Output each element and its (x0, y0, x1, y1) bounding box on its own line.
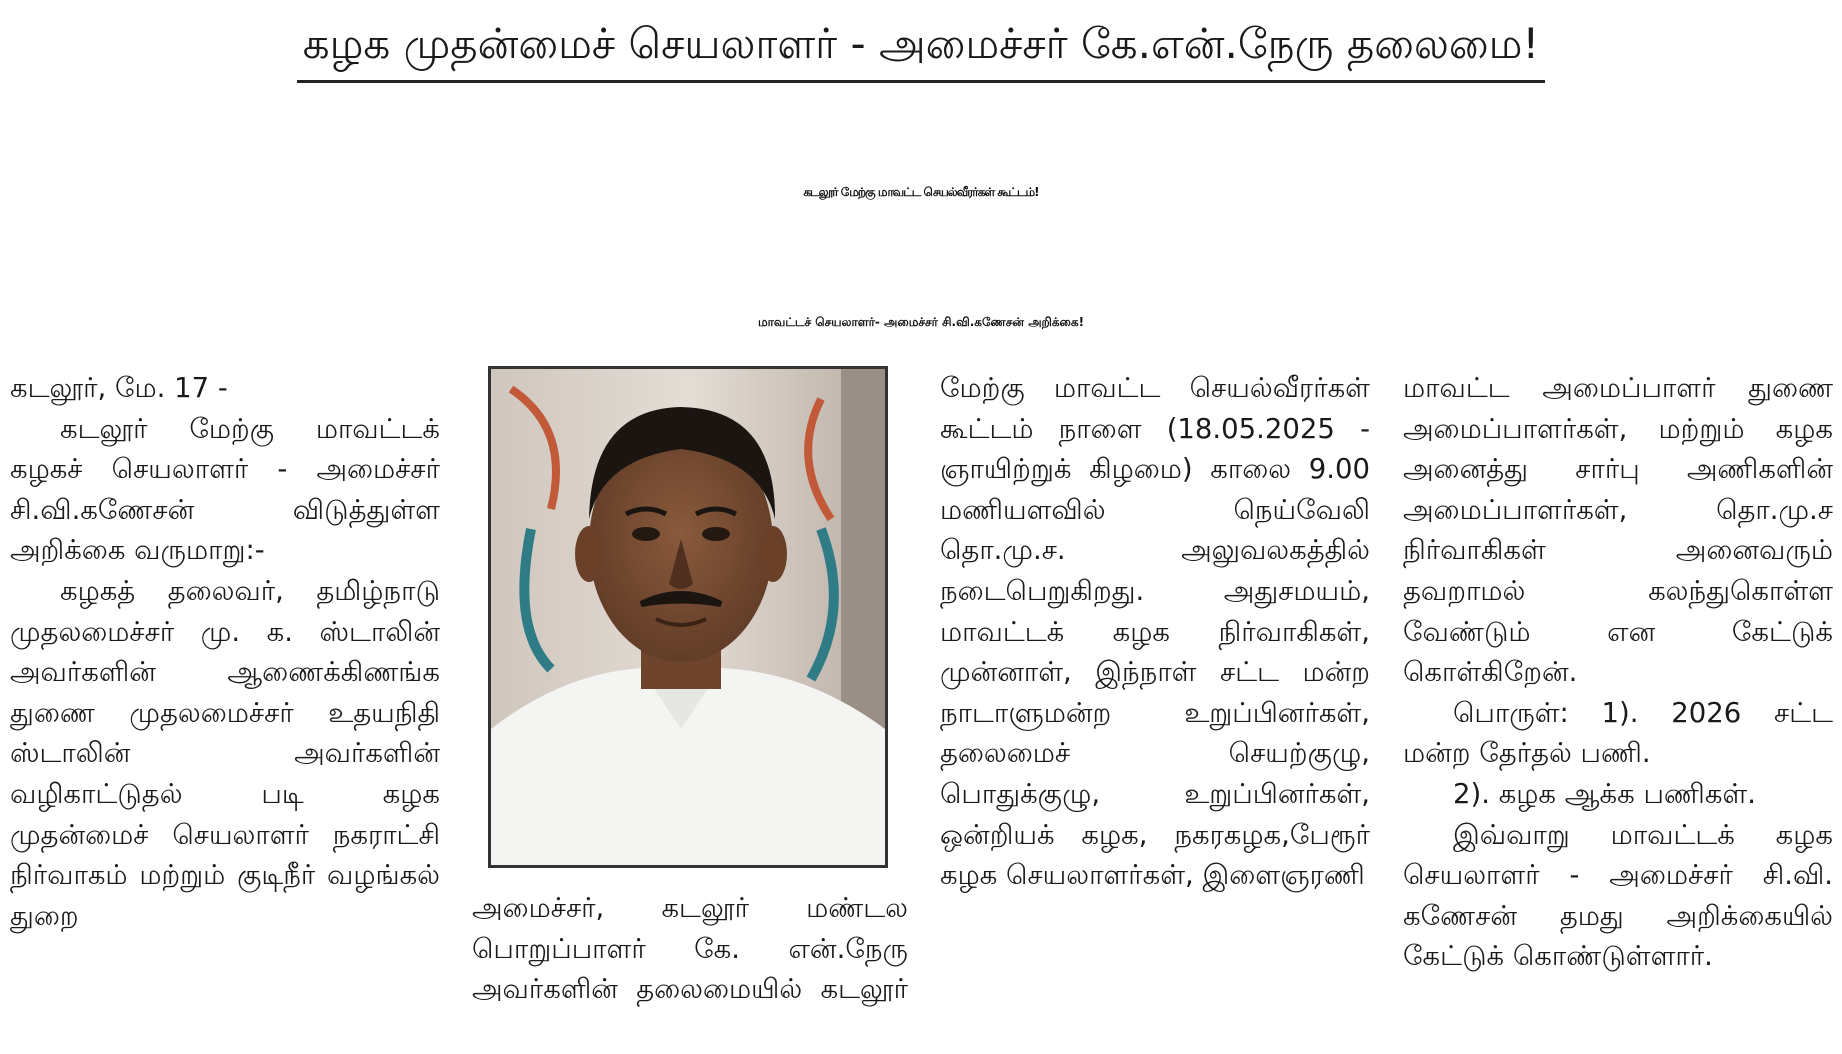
kicker-text: கழக முதன்மைச் செயலாளர் - அமைச்சர் கே.என்.நேரு தலைமை! (297, 14, 1546, 83)
article-column-4 (1403, 368, 1833, 977)
photo-caption-text: அமைச்சர், கடலூர் மண்டல பொறுப்பாளர் கே. என்.நேரு அவர்களின் தலைமையில் கடலூர் (472, 892, 908, 1006)
paragraph-intro: கடலூர் மேற்கு மாவட்டக் கழகச் செயலாளர் - அமைச்சர் சி.வி.கணேசன் விடுத்துள்ள அறிக்கை வருமாறு:- (10, 412, 440, 567)
paragraph-closing: இவ்வாறு மாவட்டக் கழக செயலாளர் - அமைச்சர் சி.வி. கணேசன் தமது அறிக்கையில் கேட்டுக் கொண்டுள்ளார். (1403, 818, 1833, 973)
article-column-3 (940, 368, 1370, 896)
kicker-line (0, 14, 1842, 83)
portrait-image (491, 369, 885, 865)
paragraph-body-1: கழகத் தலைவர், தமிழ்நாடு முதலமைச்சர் மு. க. ஸ்டாலின் அவர்களின் ஆணைக்கிணங்க துணை முதலமைச்சர் உதயநிதி ஸ்டாலின் அவர்களின் வழிகாட்டுதல் படி கழக முதன்மைச் செயலாளர் நகராட்சி நிர்வாகம் மற்றும் குடிநீர் வழங்கல் துறை (10, 574, 440, 932)
paragraph-body-2: மேற்கு மாவட்ட செயல்வீரர்கள் கூட்டம் நாளை (18.05.2025 - ஞாயிற்றுக் கிழமை) காலை 9.00 மணியளவில் நெய்வேலி தொ.மு.ச. அலுவலகத்தில் நடைபெறுகிறது. அதுசமயம், மாவட்டக் கழக நிர்வாகிகள், முன்னாள், இந்நாள் சட்ட மன்ற நாடாளுமன்ற உறுப்பினர்கள், தலைமைச் செயற்குழு, பொதுக்குழு, உறுப்பினர்கள், ஒன்றியக் கழக, நகரகழக,பேரூர் கழக செயலாளர்கள், இளைஞரணி (940, 372, 1370, 892)
subject-line-2: 2). கழக ஆக்க பணிகள். (1453, 777, 1756, 810)
headline: கடலூர் மேற்கு மாவட்ட செயல்வீரர்கள் கூட்டம்! (803, 185, 1039, 199)
subject-line-1: பொருள்: 1). 2026 சட்ட மன்ற தேர்தல் பணி. (1403, 696, 1833, 770)
paragraph-body-3: மாவட்ட அமைப்பாளர் துணை அமைப்பாளர்கள், மற்றும் கழக அனைத்து சார்பு அணிகளின் அமைப்பாளர்கள், தொ.மு.ச நிர்வாகிகள் அனைவரும் தவறாமல் கலந்துகொள்ள வேண்டும் என கேட்டுக் கொள்கிறேன். (1403, 372, 1833, 689)
article-column-1 (10, 368, 440, 936)
subheadline: மாவட்டச் செயலாளர்- அமைச்சர் சி.வி.கணேசன் அறிக்கை! (757, 315, 1085, 329)
dateline: கடலூர், மே. 17 - (10, 372, 228, 404)
minister-photo (488, 366, 888, 868)
